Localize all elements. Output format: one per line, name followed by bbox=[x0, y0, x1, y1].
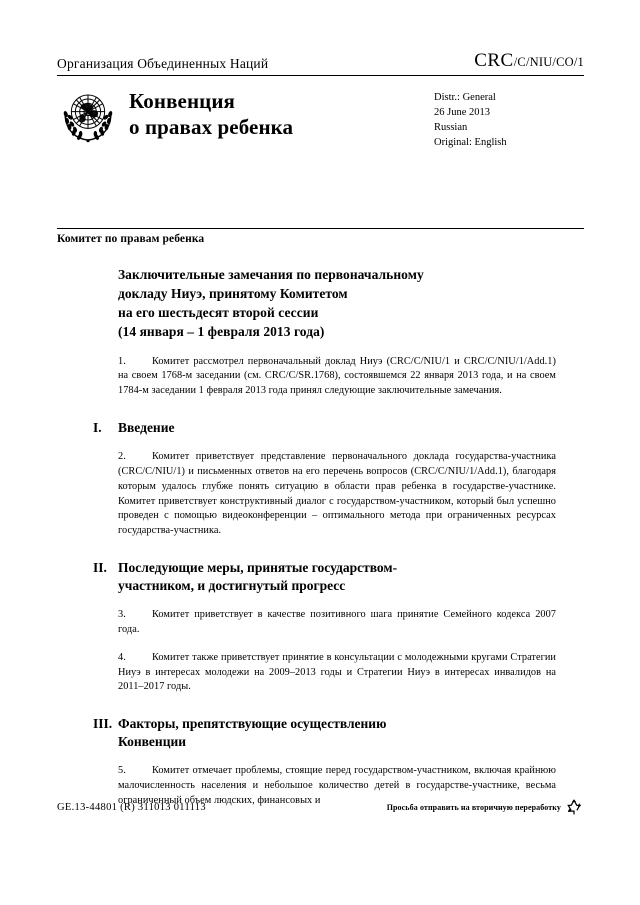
paragraph-text: Комитет также приветствует принятие в консультации с молодежными кругами Стратегии Ниуэ в интересах молодежи на 2009–2013 годы и Стратегии Ниуэ в интересах инвалидов на 2011–2017 годы. bbox=[118, 651, 556, 693]
section-title: Введение bbox=[118, 420, 175, 436]
document-language: Russian bbox=[434, 121, 468, 133]
page-title-line4: (14 января – 1 февраля 2013 года) bbox=[118, 324, 325, 340]
recycle-icon bbox=[564, 798, 584, 816]
paragraph-number: 2. bbox=[118, 451, 126, 463]
original-language: Original: English bbox=[434, 136, 507, 148]
section-numeral: I. bbox=[93, 420, 102, 436]
distribution-type: Distr.: General bbox=[434, 92, 496, 103]
section-title bbox=[118, 715, 553, 751]
masthead bbox=[57, 50, 584, 157]
paragraph-text: Комитет приветствует представление первоначального доклада государства-участника (CRC/C/NIU/1) и письменных ответов на его перечень вопросов (CRC/C/NIU/1/Add.1), благодаря которым удалось глубже понять ситуацию в области прав ребенка в государстве-участнике. Комитет приветствует конструктивный диалог с государством-участником, который был успешно проведен с помощью видеоконференции – оптимального метода при ограниченных ресурсах государства-участника. bbox=[118, 451, 556, 537]
section-title bbox=[118, 559, 553, 595]
job-number: GE.13-44801 (R) 311013 011113 bbox=[57, 801, 206, 813]
convention-title-line2: о правах ребенка bbox=[129, 115, 294, 140]
section-heading-i bbox=[93, 419, 553, 437]
distribution-block bbox=[434, 85, 584, 151]
section-title-line1: Факторы, препятствующие осуществлению bbox=[118, 716, 387, 732]
paragraph-3 bbox=[118, 608, 556, 638]
recycle-text: Просьба отправить на вторичную переработку bbox=[386, 802, 561, 812]
paragraph-text: Комитет рассмотрел первоначальный доклад Ниуэ (CRC/C/NIU/1 и CRC/C/NIU/1/Add.1) на своем 1768-м заседании (см. CRC/C/SR.1768), состоявшемся 22 января 2013 года, и на своем 1784-м заседании 1 февраля 2013 года принял следующие заключительные замечания. bbox=[118, 355, 556, 397]
distribution-date: 26 June 2013 bbox=[434, 106, 490, 118]
document-symbol bbox=[474, 50, 584, 72]
page-footer bbox=[57, 798, 584, 816]
un-emblem bbox=[57, 87, 119, 145]
paragraph-text: Комитет приветствует в качестве позитивного шага принятие Семейного кодекса 2007 года. bbox=[118, 609, 556, 635]
section-numeral: III. bbox=[93, 716, 113, 732]
page-title bbox=[118, 265, 518, 342]
paragraph-text: Комитет отмечает проблемы, стоящие перед государством-участником, включая крайнюю малочисленность населения и небольшое количество детей в государстве-участнике, весьма ограниченный объем людских, финансовых и bbox=[118, 765, 556, 807]
committee-divider bbox=[57, 228, 584, 229]
document-symbol-suffix: /C/NIU/CO/1 bbox=[513, 55, 584, 69]
convention-title-line1: Конвенция bbox=[129, 89, 236, 113]
page-title-line1: Заключительные замечания по первоначальному bbox=[118, 267, 424, 282]
paragraph-number: 4. bbox=[118, 651, 126, 663]
section-heading-iii bbox=[93, 715, 553, 751]
section-title-line2: участником, и достигнутый прогресс bbox=[118, 578, 346, 594]
convention-title bbox=[129, 85, 434, 140]
paragraph-4 bbox=[118, 651, 556, 695]
paragraph-number: 3. bbox=[118, 609, 126, 621]
section-title-line2: Конвенции bbox=[118, 734, 187, 750]
masthead-body bbox=[57, 76, 584, 157]
paragraph-number: 5. bbox=[118, 765, 126, 777]
paragraph-1 bbox=[118, 355, 556, 399]
paragraph-number: 1. bbox=[118, 355, 126, 367]
section-title-line1: Последующие меры, принятые государством- bbox=[118, 560, 398, 576]
section-numeral: II. bbox=[93, 560, 107, 576]
page-title-line2: докладу Ниуэ, принятому Комитетом bbox=[118, 286, 348, 302]
page-title-line3: на его шестьдесят второй сессии bbox=[118, 305, 319, 321]
section-heading-ii bbox=[93, 559, 553, 595]
paragraph-2 bbox=[118, 450, 556, 539]
recycle-notice bbox=[387, 798, 584, 816]
organization-name: Организация Объединенных Наций bbox=[57, 56, 269, 71]
committee-name: Комитет по правам ребенка bbox=[57, 233, 205, 245]
document-symbol-main: CRC bbox=[474, 50, 514, 71]
masthead-top-row bbox=[57, 50, 584, 75]
document-body bbox=[57, 265, 584, 819]
